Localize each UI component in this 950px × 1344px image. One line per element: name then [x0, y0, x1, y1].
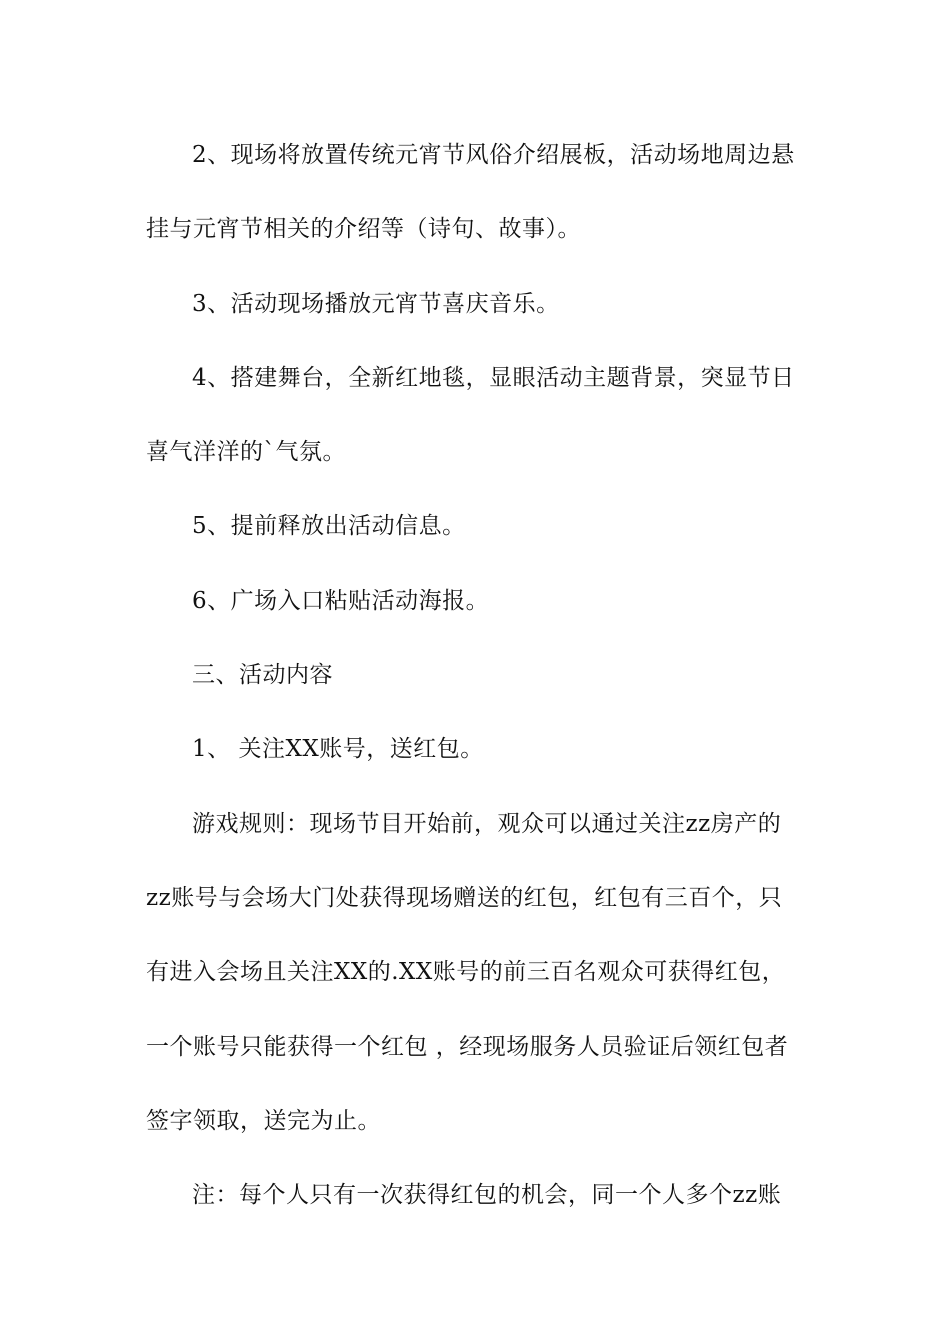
paragraph-line: 签字领取，送完为止。	[146, 1107, 381, 1134]
paragraph-line: 3、活动现场播放元宵节喜庆音乐。	[192, 290, 560, 317]
paragraph-line: 挂与元宵节相关的介绍等（诗句、故事）。	[146, 216, 581, 243]
paragraph-line: 喜气洋洋的`气氛。	[146, 439, 346, 466]
paragraph-line: zz账号与会场大门处获得现场赠送的红包，红包有三百个，只	[146, 884, 783, 911]
paragraph-line: 1、 关注XX账号，送红包。	[192, 736, 484, 763]
paragraph-line: 6、广场入口粘贴活动海报。	[192, 587, 490, 614]
document-body	[146, 130, 810, 1244]
paragraph-line: 有进入会场且关注XX的.XX账号的前三百名观众可获得红包，	[146, 959, 786, 986]
paragraph-line: 4、搭建舞台，全新红地毯，显眼活动主题背景，突显节日	[192, 364, 795, 391]
paragraph-line: 一个账号只能获得一个红包 ，经现场服务人员验证后领红包者	[146, 1033, 789, 1060]
paragraph-line: 2、现场将放置传统元宵节风俗介绍展板，活动场地周边悬	[192, 142, 795, 168]
section-heading: 三、活动内容	[192, 662, 333, 689]
paragraph-line: 5、提前释放出活动信息。	[192, 513, 466, 540]
paragraph-line: 游戏规则：现场节目开始前，观众可以通过关注zz房产的	[192, 810, 782, 837]
paragraph-line: 注：每个人只有一次获得红包的机会，同一个人多个zz账	[192, 1182, 782, 1209]
